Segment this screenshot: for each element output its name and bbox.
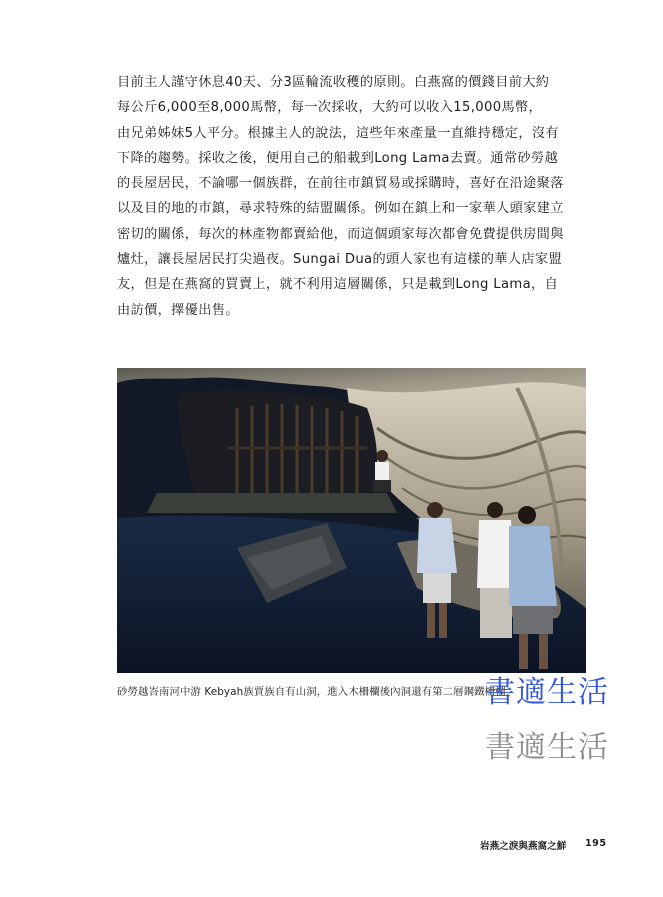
body-text xyxy=(117,70,587,323)
body-line: 每公斤6,000至8,000馬幣，每一次採收，大約可以收入15,000馬幣， xyxy=(117,100,543,116)
watermark-gray: 書適生活 xyxy=(485,730,609,765)
photo-caption: 砂勞越峇南河中游 Kebyah族賈族自有山洞，進入木柵欄後內洞還有第二層鋼鐵柵欄 xyxy=(117,686,506,698)
body-line: 下降的趨勢。採收之後，便用自己的船載到Long Lama去賣。通常砂勞越 xyxy=(117,150,559,166)
body-line: 密切的關係，每次的林產物都賣給他，而這個頭家每次都會免費提供房間與 xyxy=(117,226,564,242)
cave-photo xyxy=(117,368,586,673)
running-footer-title: 岩燕之淚與燕窩之鮮 xyxy=(480,841,567,852)
body-line: 由訪價，擇優出售。 xyxy=(117,302,239,318)
body-line: 由兄弟姊妹5人平分。根據主人的說法，這些年來產量一直維持穩定，沒有 xyxy=(117,125,559,141)
body-line: 友，但是在燕窩的買賣上，就不利用這層關係，只是載到Long Lama，自 xyxy=(117,277,559,293)
body-line: 目前主人謹守休息40天、分3區輪流收穫的原則。白燕窩的價錢目前大約 xyxy=(117,75,550,90)
body-line: 以及目的地的市鎮，尋求特殊的結盟關係。例如在鎮上和一家華人頭家建立 xyxy=(117,201,564,217)
watermark-blue: 書適生活 xyxy=(485,675,609,710)
body-line: 的長屋居民，不論哪一個族群，在前往市鎮貿易或採購時，喜好在沿途聚落 xyxy=(117,176,564,192)
page-number: 195 xyxy=(585,838,607,849)
body-line: 爐灶，讓長屋居民打尖過夜。Sungai Dua的頭人家也有這樣的華人店家盟 xyxy=(117,252,562,268)
